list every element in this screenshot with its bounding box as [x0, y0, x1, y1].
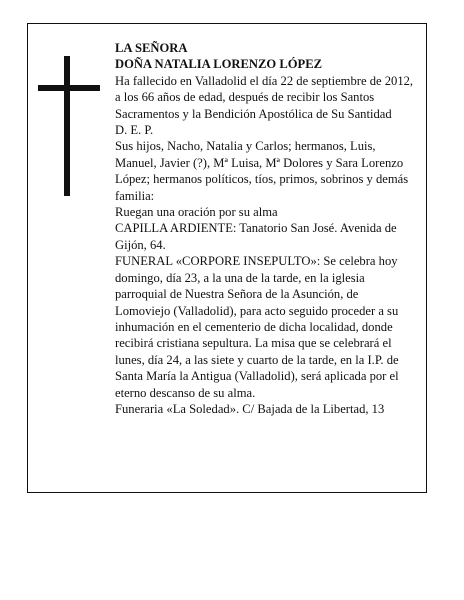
- cross-horizontal-bar: [38, 85, 100, 91]
- death-statement: Ha fallecido en Valladolid el día 22 de septiembre de 2012, a los 66 años de edad, después de recibir los Santos Sacramentos y la Bendición Apostólica de Su Santidad: [115, 73, 414, 121]
- obituary-text: [115, 40, 415, 417]
- prayer-request: Ruegan una oración por su alma: [115, 205, 278, 220]
- latin-cross-icon: [38, 56, 100, 196]
- notice-title: LA SEÑORA: [115, 41, 188, 55]
- cross-vertical-bar: [64, 56, 70, 196]
- chapel-info: CAPILLA ARDIENTE: Tanatorio San José. Avenida de Gijón, 64.: [115, 221, 397, 252]
- funeral-info: FUNERAL «CORPORE INSEPULTO»: Se celebra hoy domingo, día 23, a la una de la tarde, en la iglesia parroquial de Nuestra Señora de la Asunción, de Lomoviejo (Valladolid), para acto seguido proceder a su inhumación en el cementerio de dicha localidad, donde recibirá cristiana sepultura. La misa que se celebrará el lunes, día 24, a las siete y cuarto de la tarde, en la I.P. de Santa María la Antigua (Valladolid), será aplicada por el eterno descanso de su alma.: [115, 254, 399, 400]
- funeral-home-info: Funeraria «La Soledad». C/ Bajada de la Libertad, 13: [115, 401, 385, 416]
- family-list: Sus hijos, Nacho, Natalia y Carlos; hermanos, Luis, Manuel, Javier (?), Mª Luisa, Mª Dolores y Sara Lorenzo López; hermanos políticos, tíos, primos, sobrinos y demás familia:: [115, 139, 409, 203]
- rest-in-peace: D. E. P.: [115, 123, 154, 138]
- deceased-name: DOÑA NATALIA LORENZO LÓPEZ: [115, 57, 323, 72]
